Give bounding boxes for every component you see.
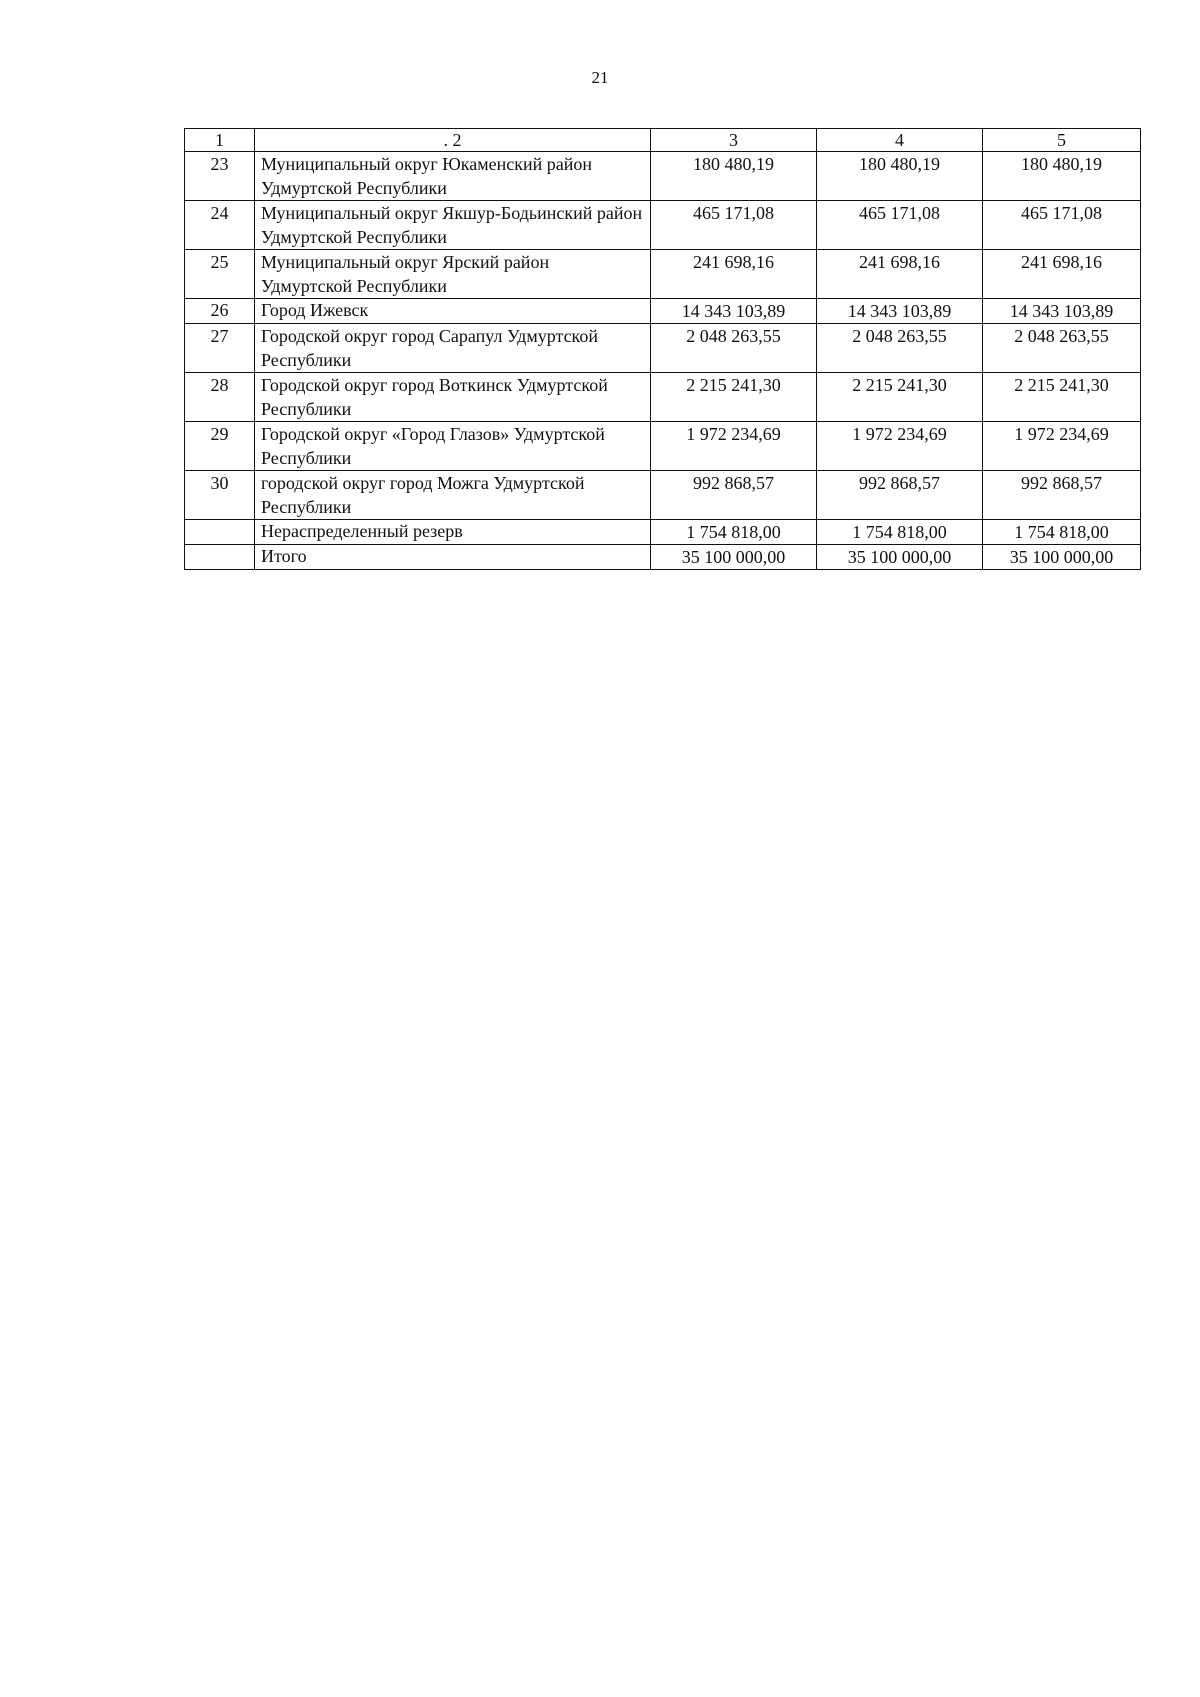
municipality-name: Город Ижевск xyxy=(255,299,651,324)
value-col-3: 180 480,19 xyxy=(651,152,817,201)
row-number: 25 xyxy=(185,250,255,299)
value-col-4: 1 754 818,00 xyxy=(817,520,983,545)
table-row xyxy=(185,250,1141,299)
value-col-4: 1 972 234,69 xyxy=(817,422,983,471)
municipality-name: Муниципальный округ Якшур-Бодьинский район Удмуртской Республики xyxy=(255,201,651,250)
table-row xyxy=(185,201,1141,250)
row-number: 29 xyxy=(185,422,255,471)
value-col-4: 2 215 241,30 xyxy=(817,373,983,422)
value-col-3: 2 048 263,55 xyxy=(651,324,817,373)
reserve-label: Нераспределенный резерв xyxy=(255,520,651,545)
column-header-5: 5 xyxy=(983,129,1141,152)
total-col-4: 35 100 000,00 xyxy=(817,545,983,570)
table-row xyxy=(185,471,1141,520)
value-col-3: 1 754 818,00 xyxy=(651,520,817,545)
value-col-3: 2 215 241,30 xyxy=(651,373,817,422)
table-header-row xyxy=(185,129,1141,152)
column-header-3: 3 xyxy=(651,129,817,152)
table-row xyxy=(185,422,1141,471)
column-header-1: 1 xyxy=(185,129,255,152)
municipality-name: Городской округ город Сарапул Удмуртской Республики xyxy=(255,324,651,373)
municipality-name: Муниципальный округ Юкаменский район Удмуртской Республики xyxy=(255,152,651,201)
page-number: 21 xyxy=(591,68,609,87)
value-col-5: 1 754 818,00 xyxy=(983,520,1141,545)
row-number: 26 xyxy=(185,299,255,324)
column-header-4: 4 xyxy=(817,129,983,152)
table-row xyxy=(185,299,1141,324)
table-row xyxy=(185,520,1141,545)
value-col-4: 180 480,19 xyxy=(817,152,983,201)
value-col-5: 992 868,57 xyxy=(983,471,1141,520)
value-col-3: 14 343 103,89 xyxy=(651,299,817,324)
total-col-3: 35 100 000,00 xyxy=(651,545,817,570)
value-col-5: 2 048 263,55 xyxy=(983,324,1141,373)
row-number: 28 xyxy=(185,373,255,422)
table-row xyxy=(185,373,1141,422)
total-col-5: 35 100 000,00 xyxy=(983,545,1141,570)
value-col-5: 180 480,19 xyxy=(983,152,1141,201)
value-col-4: 241 698,16 xyxy=(817,250,983,299)
value-col-3: 465 171,08 xyxy=(651,201,817,250)
value-col-4: 2 048 263,55 xyxy=(817,324,983,373)
value-col-5: 14 343 103,89 xyxy=(983,299,1141,324)
table-row xyxy=(185,152,1141,201)
value-col-5: 465 171,08 xyxy=(983,201,1141,250)
total-label: Итого xyxy=(255,545,651,570)
column-header-2: . 2 xyxy=(255,129,651,152)
value-col-5: 2 215 241,30 xyxy=(983,373,1141,422)
value-col-4: 992 868,57 xyxy=(817,471,983,520)
value-col-4: 14 343 103,89 xyxy=(817,299,983,324)
row-number: 23 xyxy=(185,152,255,201)
value-col-3: 241 698,16 xyxy=(651,250,817,299)
table-row-total xyxy=(185,545,1141,570)
budget-table xyxy=(184,128,1141,570)
row-number xyxy=(185,545,255,570)
value-col-3: 992 868,57 xyxy=(651,471,817,520)
municipality-name: городской округ город Можга Удмуртской Республики xyxy=(255,471,651,520)
value-col-3: 1 972 234,69 xyxy=(651,422,817,471)
row-number: 24 xyxy=(185,201,255,250)
row-number xyxy=(185,520,255,545)
municipality-name: Городской округ город Воткинск Удмуртской Республики xyxy=(255,373,651,422)
value-col-5: 1 972 234,69 xyxy=(983,422,1141,471)
municipality-name: Муниципальный округ Ярский район Удмуртской Республики xyxy=(255,250,651,299)
row-number: 27 xyxy=(185,324,255,373)
value-col-5: 241 698,16 xyxy=(983,250,1141,299)
table-row xyxy=(185,324,1141,373)
row-number: 30 xyxy=(185,471,255,520)
value-col-4: 465 171,08 xyxy=(817,201,983,250)
municipality-name: Городской округ «Город Глазов» Удмуртской Республики xyxy=(255,422,651,471)
